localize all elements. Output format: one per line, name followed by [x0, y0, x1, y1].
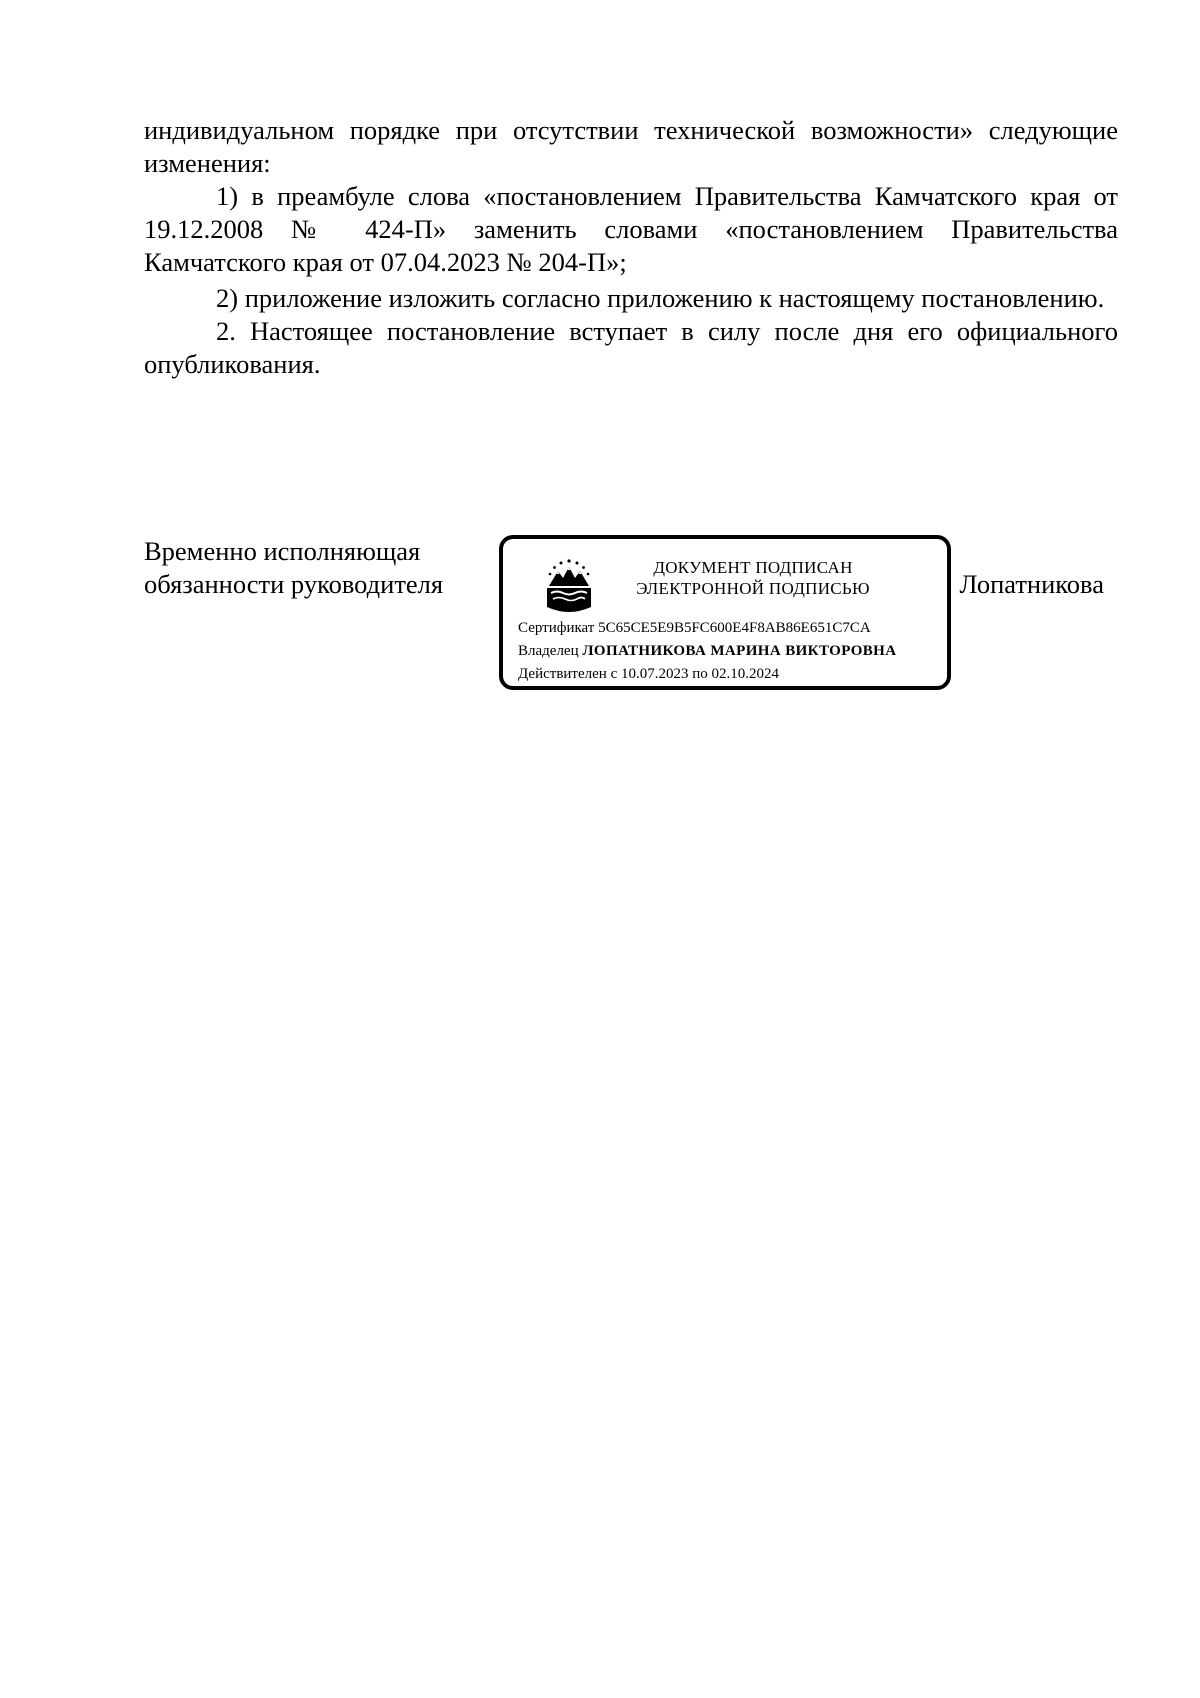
stamp-certificate-label: Сертификат: [518, 620, 595, 636]
electronic-signature-stamp: [499, 535, 951, 690]
stamp-valid-label: Действителен: [518, 666, 607, 682]
paragraph-amendment-2: 2) приложение изложить согласно приложению к настоящему постановлению.: [216, 283, 1105, 313]
stamp-valid-to-label: по: [692, 666, 708, 682]
paragraph-effective-date: 2. Настоящее постановление вступает в силу после дня его официального опубликования.: [144, 316, 1118, 379]
signer-title: [144, 535, 484, 601]
stamp-heading-line-1: ДОКУМЕНТ ПОДПИСАН: [653, 558, 853, 577]
paragraph-amendment-1: 1) в преамбуле слова «постановлением Правительства Камчатского края от 19.12.2008 № 424-П» заменить словами «постановлением Правительства Камчатского края от 07.04.2023 № 204-П»;: [144, 181, 1118, 277]
signature-block: [144, 535, 1118, 705]
paragraph-continuation: индивидуальном порядке при отсутствии технической возможности» следующие изменения:: [144, 115, 1118, 178]
document-body: [144, 114, 1118, 381]
signer-title-line-2: обязанности руководителя: [144, 569, 444, 599]
stamp-owner-label: Владелец: [518, 643, 579, 659]
stamp-owner-value: ЛОПАТНИКОВА МАРИНА ВИКТОРОВНА: [582, 643, 897, 659]
kamchatka-emblem-icon: [541, 557, 597, 615]
stamp-certificate-value: 5C65CE5E9B5FC600E4F8AB86E651C7CA: [598, 620, 871, 636]
stamp-heading: [603, 557, 903, 599]
stamp-heading-line-2: ЭЛЕКТРОННОЙ ПОДПИСЬЮ: [636, 579, 870, 598]
stamp-valid-from-label: с: [610, 666, 618, 682]
signer-title-line-1: Временно исполняющая: [144, 536, 421, 566]
stamp-valid-from: 10.07.2023: [620, 666, 689, 682]
stamp-validity-line: [518, 665, 779, 683]
stamp-certificate-line: [518, 619, 871, 637]
signer-name: Лопатникова: [959, 569, 1104, 599]
stamp-owner-line: [518, 642, 896, 660]
stamp-valid-to: 02.10.2024: [711, 666, 780, 682]
